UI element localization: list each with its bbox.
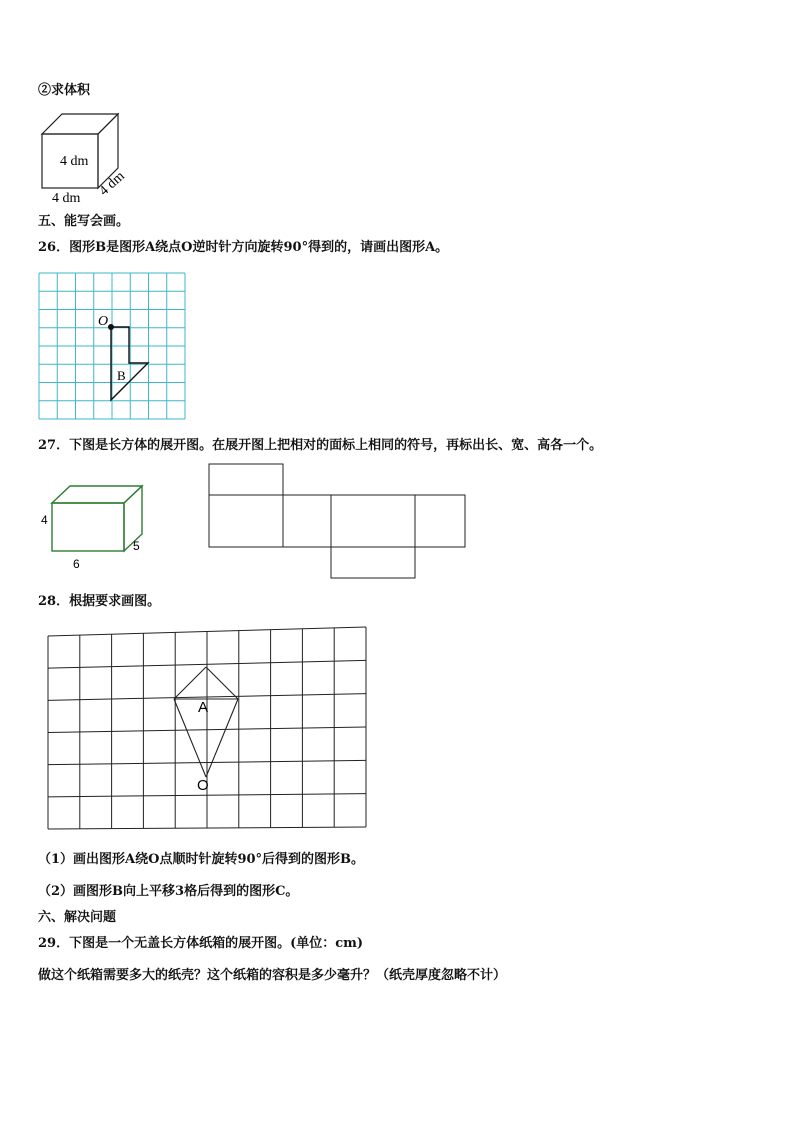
q28-grid-lines xyxy=(48,627,366,829)
cuboid-depth-label: 5 xyxy=(133,539,140,553)
section-6-heading: 六、解决问题 xyxy=(38,910,117,925)
shape-b-label: B xyxy=(117,368,126,383)
point-o xyxy=(108,324,114,330)
question-27-text: 27．下图是长方体的展开图。在展开图上把相对的面标上相同的符号，再标出长、宽、高各一个。 xyxy=(38,438,603,453)
net-face-back xyxy=(331,495,415,547)
sub-question-2-text: 求体积 xyxy=(51,83,91,98)
cuboid-front-face xyxy=(52,503,124,551)
net-face-side-right xyxy=(415,495,465,547)
cuboid-height-label: 4 xyxy=(41,513,48,527)
sub-question-2 xyxy=(38,83,90,99)
net-face-front xyxy=(209,495,283,547)
figure-a-label: A xyxy=(198,699,209,716)
question-28-sub-2: （2）画图形B向上平移3格后得到的图形C。 xyxy=(38,884,299,899)
cube-side-label: 4 dm xyxy=(96,168,128,199)
cube-figure xyxy=(36,108,136,208)
cube-top-face xyxy=(42,114,118,134)
question-26-text: 26．图形B是图形A绕点O逆时针方向旋转90°得到的，请画出图形A。 xyxy=(38,240,449,255)
net-face-side-left xyxy=(283,495,331,547)
cuboid-width-label: 6 xyxy=(73,557,80,571)
question-29-question: 做这个纸箱需要多大的纸壳？这个纸箱的容积是多少毫升？（纸壳厚度忽略不计） xyxy=(38,968,507,983)
point-o-label-q28: O xyxy=(197,777,209,794)
figure-a xyxy=(174,667,238,777)
cube-bottom-label: 4 dm xyxy=(52,191,81,206)
net-face-bottom xyxy=(331,547,415,578)
q28-grid-figure xyxy=(44,624,372,834)
cuboid-net-figure xyxy=(205,460,471,582)
net-face-top xyxy=(209,464,283,495)
q26-grid-figure xyxy=(38,272,188,422)
q26-grid-lines xyxy=(39,273,185,419)
circled-number-marker: ② xyxy=(38,83,52,98)
question-28-text: 28．根据要求画图。 xyxy=(38,594,161,609)
shape-b xyxy=(111,327,148,400)
cuboid-top-face xyxy=(52,486,142,503)
question-29-text: 29．下图是一个无盖长方体纸箱的展开图。(单位：cm) xyxy=(38,936,364,951)
question-28-sub-1: （1）画出图形A绕O点顺时针旋转90°后得到的图形B。 xyxy=(38,852,365,867)
section-5-heading: 五、能写会画。 xyxy=(38,214,130,229)
point-o-label: O xyxy=(98,314,109,329)
cube-front-label: 4 dm xyxy=(60,154,89,169)
cuboid-figure xyxy=(38,480,158,575)
